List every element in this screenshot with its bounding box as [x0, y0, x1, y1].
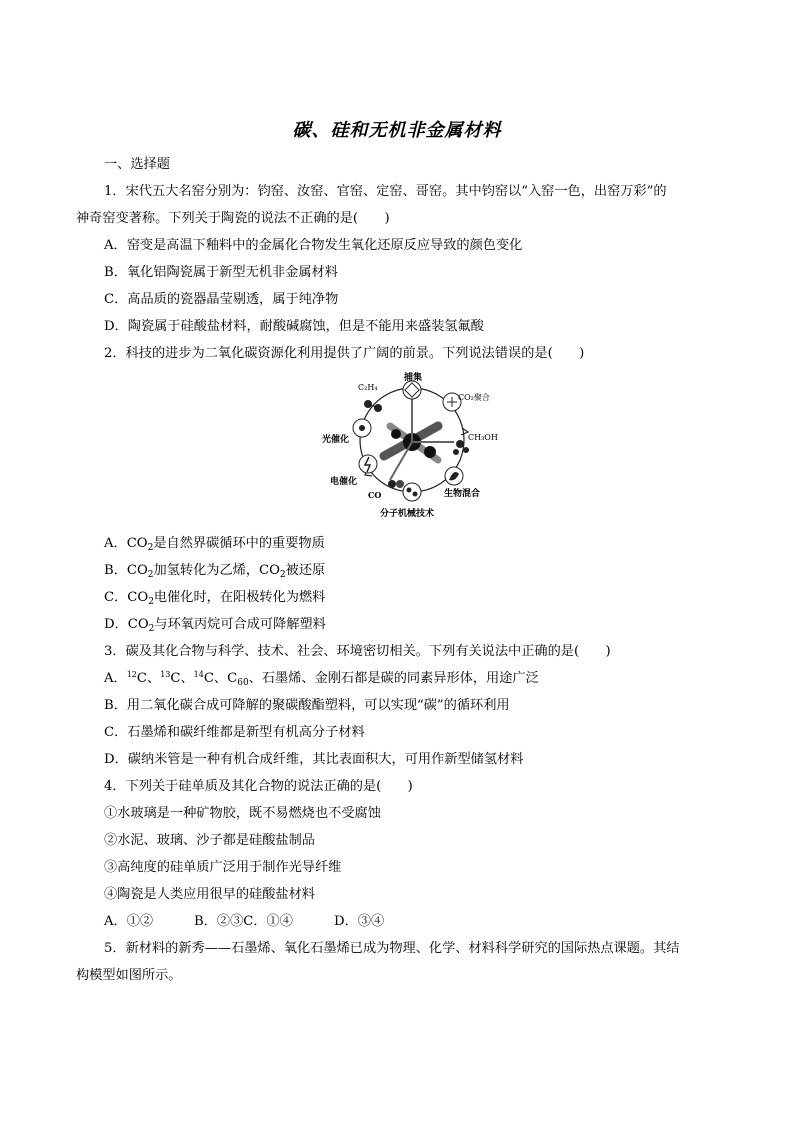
q1-option-a: A．窑变是高温下釉料中的金属化合物发生氧化还原反应导致的颜色变化 — [104, 238, 523, 253]
label-co2-polymer: CO₂聚合 — [458, 393, 490, 402]
molecule-cluster-icon — [403, 483, 421, 501]
label-capture: 捕集 — [404, 373, 423, 383]
q1-option-c: C．高品质的瓷器晶莹剔透，属于纯净物 — [104, 292, 339, 307]
q2-option-b: B．$CO_2$加氢转化为乙烯，$CO_2$被还原 — [104, 563, 326, 580]
q4-options-row — [104, 913, 384, 931]
q4-statement-2: ②水泥、玻璃、沙子都是硅酸盐制品 — [104, 833, 315, 848]
bio-hybrid-icon — [445, 467, 463, 485]
q3-option-a: A．$^{12}$C、$^{13}$C、$^{14}$C、$C_{60}$、石墨烯、金刚石都是碳的同素异形体，用途广泛 — [104, 670, 539, 688]
label-co: CO — [368, 490, 382, 500]
ring-arrow-right — [461, 428, 468, 435]
diagram-caption: 分子机械技术 — [380, 509, 435, 519]
co-molecule-icon — [388, 480, 404, 488]
capture-icon — [403, 381, 421, 399]
q5-stem-line1: 5．新材料的新秀——石墨烯、氧化石墨烯已成为物理、化学、材料科学研究的国际热点课题。其结 — [104, 941, 680, 956]
q3-stem: 3．碳及其化合物与科学、技术、社会、环境密切相关。下列有关说法中正确的是( ) — [104, 644, 611, 659]
page-title: 碳、硅和无机非金属材料 — [292, 120, 502, 141]
q4-option-d: D．③④ — [334, 914, 385, 929]
electrocatalysis-icon — [359, 455, 377, 473]
label-electrocatalysis: 电催化 — [330, 477, 358, 487]
q2-option-d: D．$CO_2$与环氧丙烷可合成可降解塑料 — [104, 617, 326, 634]
q2-option-a: A．$CO_2$是自然界碳循环中的重要物质 — [104, 536, 325, 553]
q1-option-b: B．氧化铝陶瓷属于新型无机非金属材料 — [104, 265, 338, 280]
label-c2h4: C₂H₄ — [358, 383, 378, 392]
q1-option-d: D．陶瓷属于硅酸盐材料，耐酸碱腐蚀，但是不能用来盛装氢氟酸 — [104, 319, 484, 334]
co2-utilization-diagram — [320, 368, 510, 520]
q2-option-c: C．$CO_2$电催化时，在阳极转化为燃料 — [104, 590, 326, 607]
q3-option-d: D．碳纳米管是一种有机合成纤维，其比表面积大，可用作新型储氢材料 — [104, 752, 524, 767]
q4-stem: 4．下列关于硅单质及其化合物的说法正确的是( ) — [104, 779, 413, 794]
diagram-svg — [320, 368, 510, 520]
q4-option-bc: B．②③C．①④ — [194, 914, 293, 929]
section-heading: 一、选择题 — [104, 157, 170, 172]
ch3oh-molecule-icon — [453, 440, 469, 455]
c2h4-molecule-icon — [364, 400, 382, 412]
q1-stem-line2: 神奇窑变著称。下列关于陶瓷的说法不正确的是( ) — [76, 211, 390, 226]
photocatalysis-icon — [353, 419, 371, 437]
q2-stem: 2．科技的进步为二氧化碳资源化利用提供了广阔的前景。下列说法错误的是( ) — [104, 346, 585, 361]
q3-option-b: B．用二氧化碳合成可降解的聚碳酸酯塑料，可以实现“碳”的循环利用 — [104, 698, 510, 713]
q5-stem-line2: 构模型如图所示。 — [76, 968, 182, 983]
q4-statement-1: ①水玻璃是一种矿物胶，既不易燃烧也不受腐蚀 — [104, 806, 381, 821]
q1-stem-line1: 1．宋代五大名窑分别为：钧窑、汝窑、官窑、定窑、哥窑。其中钧窑以“入窑一色，出窑万彩”的 — [104, 184, 667, 199]
q4-statement-4: ④陶瓷是人类应用很早的硅酸盐材料 — [104, 887, 315, 902]
label-photocatalysis: 光催化 — [322, 435, 350, 445]
q3-option-c: C．石墨烯和碳纤维都是新型有机高分子材料 — [104, 725, 365, 740]
label-ch3oh: CH₃OH — [468, 433, 498, 442]
q4-statement-3: ③高纯度的硅单质广泛用于制作光导纤维 — [104, 860, 342, 875]
q4-option-a: A．①② — [104, 914, 154, 929]
label-bio-hybrid: 生物混合 — [444, 489, 481, 499]
